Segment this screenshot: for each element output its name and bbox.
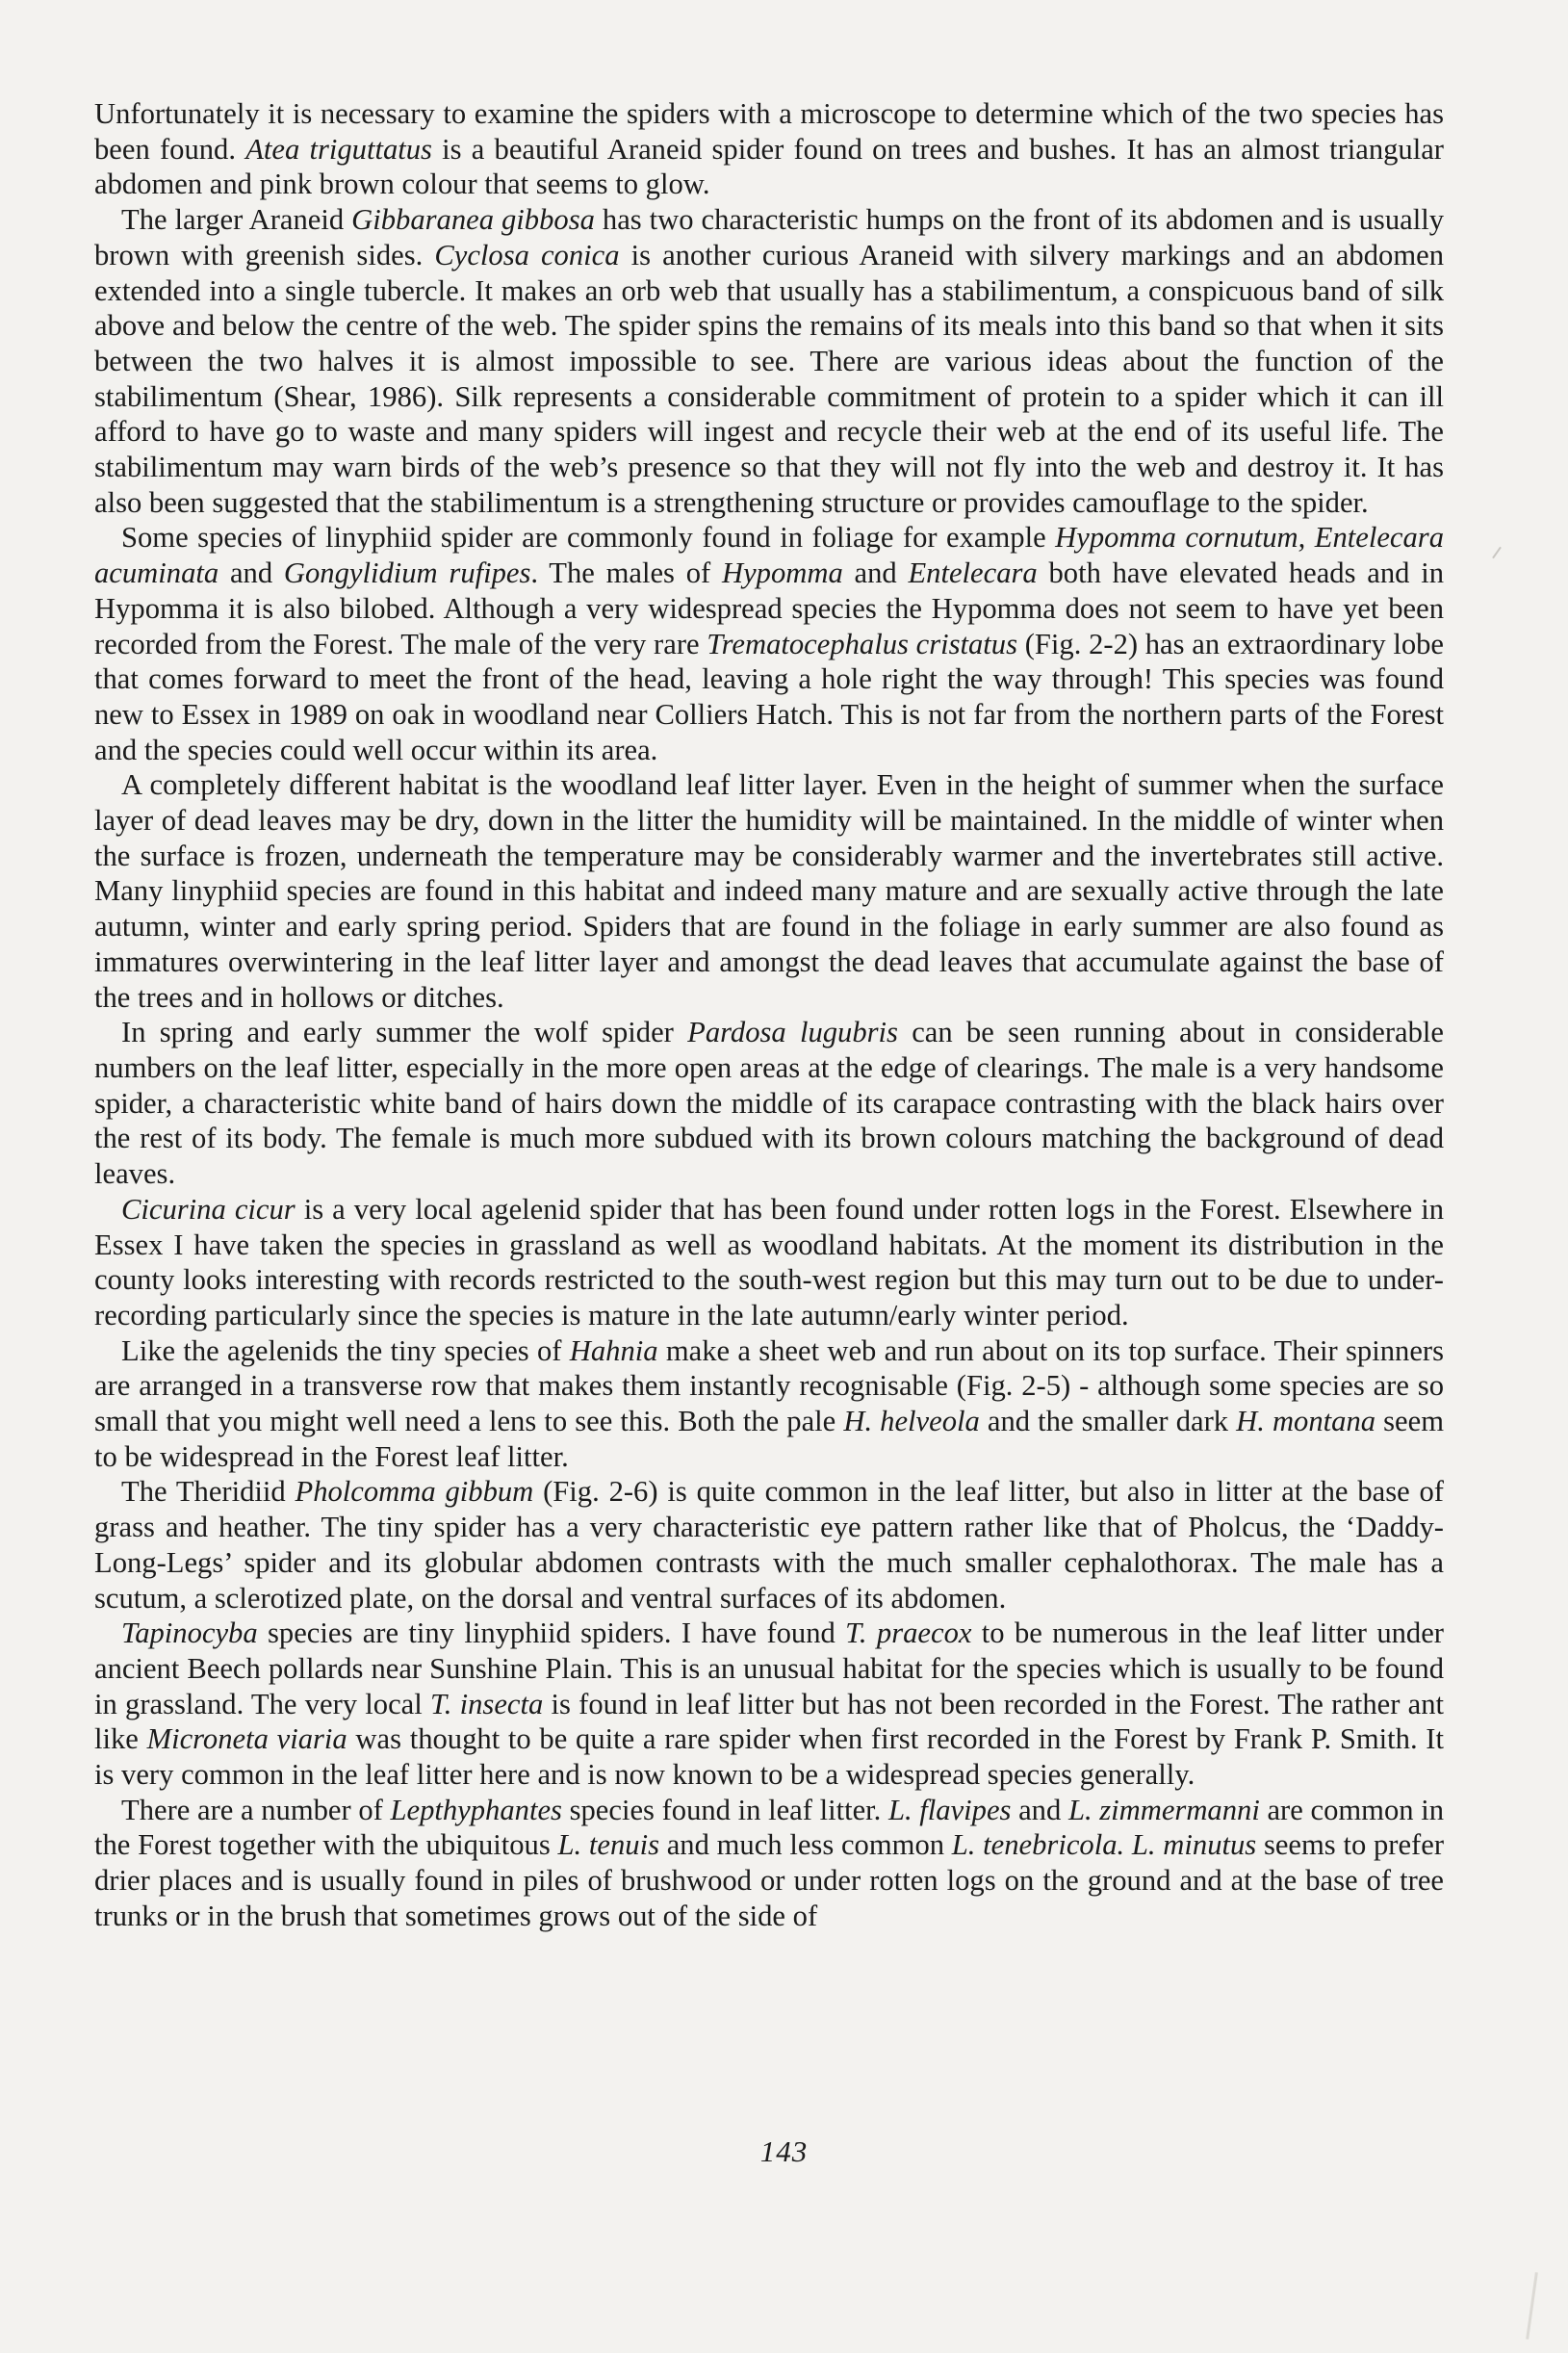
paragraph [94,1015,1444,1192]
paragraph [94,1793,1444,1934]
text-run: and much less common [658,1828,952,1862]
species-name: T. praecox [845,1616,972,1650]
species-name: Hypomma [721,556,843,590]
scan-artifact [1492,547,1502,559]
text-run: species are tiny linyphiid spiders. I have found [257,1616,846,1650]
text-run: seem to be widespread in the Forest leaf litter. [94,1405,1444,1473]
species-name: H. helveola [843,1405,980,1438]
text-run: make a sheet web and run about on its top surface. Their spinners are arranged in a transverse row that makes them instantly recognisable (Fig. 2-5) - although some species are so small that you might well need a lens to see this. Both the pale [94,1333,1444,1438]
paragraph [94,96,1444,202]
text-run: was thought to be quite a rare spider when first recorded in the Forest by Frank P. Smith. It is very common in the leaf litter here and is now known to be a widespread species generally. [94,1722,1444,1792]
species-name: Microneta viaria [146,1722,347,1756]
text-run: and [218,556,284,590]
species-name: Gibbaranea gibbosa [351,203,595,237]
paragraph [94,202,1444,520]
text-run: (Fig. 2-2) has an extraordinary lobe that comes forward to meet the front of the head, leaving a hole right the way through! This species was found new to Essex in 1989 on oak in woodland near Colliers Hatch. This is not far from the northern parts of the Forest and the species could well occur within its area. [94,627,1445,766]
species-name: Pholcomma gibbum [295,1475,534,1509]
page-number: 143 [759,2134,809,2168]
species-name: Atea triguttatus [245,132,432,166]
paragraph [94,1333,1444,1475]
text-run: In spring and early summer the wolf spider [121,1016,688,1049]
text-run: seems to prefer drier places and is usually found in piles of brushwood or under rotten logs on the ground and at the base of tree trunks or in the brush that sometimes grows out of the side of [94,1828,1445,1932]
species-name: Gongylidium rufipes [283,556,531,590]
text-run: The larger Araneid [121,203,352,237]
text-run: and [842,556,909,590]
text-run: is another curious Araneid with silvery markings and an abdomen extended into a single tubercle. It makes an orb web that usually has a stabilimentum, a conspicuous band of silk above and below the centre of the web. The spider spins the remains of its meals into this band so that when it sits between the two halves it is almost impossible to see. There are various ideas about the function of the stabilimentum (Shear, 1986). Silk represents a considerable commitment of protein to a spider which it can ill afford to have go to waste and many spiders will ingest and recycle their web at the end of its useful life. The stabilimentum may warn birds of the web’s presence so that they will not fly into the web and destroy it. It has also been suggested that the stabilimentum is a strengthening structure or provides camouflage to the spider. [94,238,1444,519]
text-run: Some species of linyphiid spider are commonly found in foliage for example [121,521,1056,555]
text-run: to be numerous in the leaf litter under ancient Beech pollards near Sunshine Plain. This is an unusual habitat for the species which is usually to be found in grassland. The very local [94,1616,1444,1720]
text-run: can be seen running about in considerable numbers on the leaf litter, especially in the more open areas at the edge of clearings. The male is a very handsome spider, a characteristic white band of hairs down the middle of its carapace contrasting with the black hairs over the rest of its body. The female is much more subdued with its brown colours matching the background of dead leaves. [94,1016,1444,1191]
text-run: . The males of [530,556,722,590]
text-run: both have elevated heads and in Hypomma it is also bilobed. Although a very widespread species the Hypomma does not seem to have yet been recorded from the Forest. The male of the very rare [94,556,1444,660]
text-run: is a very local agelenid spider that has been found under rotten logs in the Forest. Elsewhere in Essex I have taken the species in grassland as well as woodland habitats. At the moment its distribution in the county looks interesting with records restricted to the south-west region but this may turn out to be due to under-recording particularly since the species is mature in the late autumn/early winter period. [94,1192,1444,1332]
text-run: and the smaller dark [979,1405,1237,1438]
species-name: Hypomma cornutum, Entelecara acuminata [94,521,1445,590]
paragraph [94,520,1444,767]
species-name: L. tenuis [557,1828,659,1862]
text-run: and [1011,1793,1068,1826]
text-run: is found in leaf litter but has not been recorded in the Forest. The rather ant like [94,1687,1445,1756]
species-name: Hahnia [569,1333,658,1367]
text-run: Like the agelenids the tiny species of [121,1333,570,1367]
species-name: H. montana [1236,1405,1376,1438]
text-run: (Fig. 2-6) is quite common in the leaf litter, but also in litter at the base of grass and heather. The tiny spider has a very characteristic eye pattern rather like that of Pholcus, the ‘Daddy-Long-Legs’ spider and its globular abdomen contrasts with the much smaller cephalothorax. The male has a scutum, a sclerotized plate, on the dorsal and ventral surfaces of its abdomen. [94,1475,1444,1615]
text-run: A completely different habitat is the woodland leaf litter layer. Even in the height of summer when the surface layer of dead leaves may be dry, down in the litter the humidity will be maintained. In the middle of winter when the surface is frozen, underneath the temperature may be considerably warmer and the invertebrates still active. Many linyphiid species are found in this habitat and indeed many mature and are sexually active through the late autumn, winter and early spring period. Spiders that are found in the foliage in early summer are also found as immatures overwintering in the leaf litter layer and amongst the dead leaves that accumulate against the base of the trees and in hollows or ditches. [94,768,1444,1014]
species-name: Cyclosa conica [434,238,620,272]
text-run: are common in the Forest together with the ubiquitous [94,1793,1445,1862]
paragraph [94,1192,1444,1333]
species-name: Entelecara [908,556,1038,590]
species-name: Lepthyphantes [390,1793,562,1826]
paragraph [94,767,1444,1015]
text-run: There are a number of [121,1793,391,1826]
text-run: The Theridiid [121,1475,296,1509]
species-name: Pardosa lugubris [687,1016,898,1049]
species-name: L. tenebricola. L. minutus [951,1828,1257,1862]
species-name: L. zimmermanni [1067,1793,1260,1826]
text-run: has two characteristic humps on the front of its abdomen and is usually brown with greenish sides. [94,203,1444,272]
paragraph [94,1474,1444,1616]
body-text [94,96,1444,1934]
species-name: L. flavipes [887,1793,1012,1826]
text-run: Unfortunately it is necessary to examine the spiders with a microscope to determine which of the two species has been found. [94,97,1444,166]
scan-artifact [1526,2272,1538,2340]
text-run: species found in leaf litter. [561,1793,888,1826]
species-name: Tapinocyba [121,1616,258,1650]
species-name: Cicurina cicur [121,1192,296,1226]
species-name: Trematocephalus cristatus [707,627,1018,660]
paragraph [94,1616,1444,1793]
species-name: T. insecta [430,1687,544,1720]
text-run: is a beautiful Araneid spider found on trees and bushes. It has an almost triangular abdomen and pink brown colour that seems to glow. [94,132,1444,201]
